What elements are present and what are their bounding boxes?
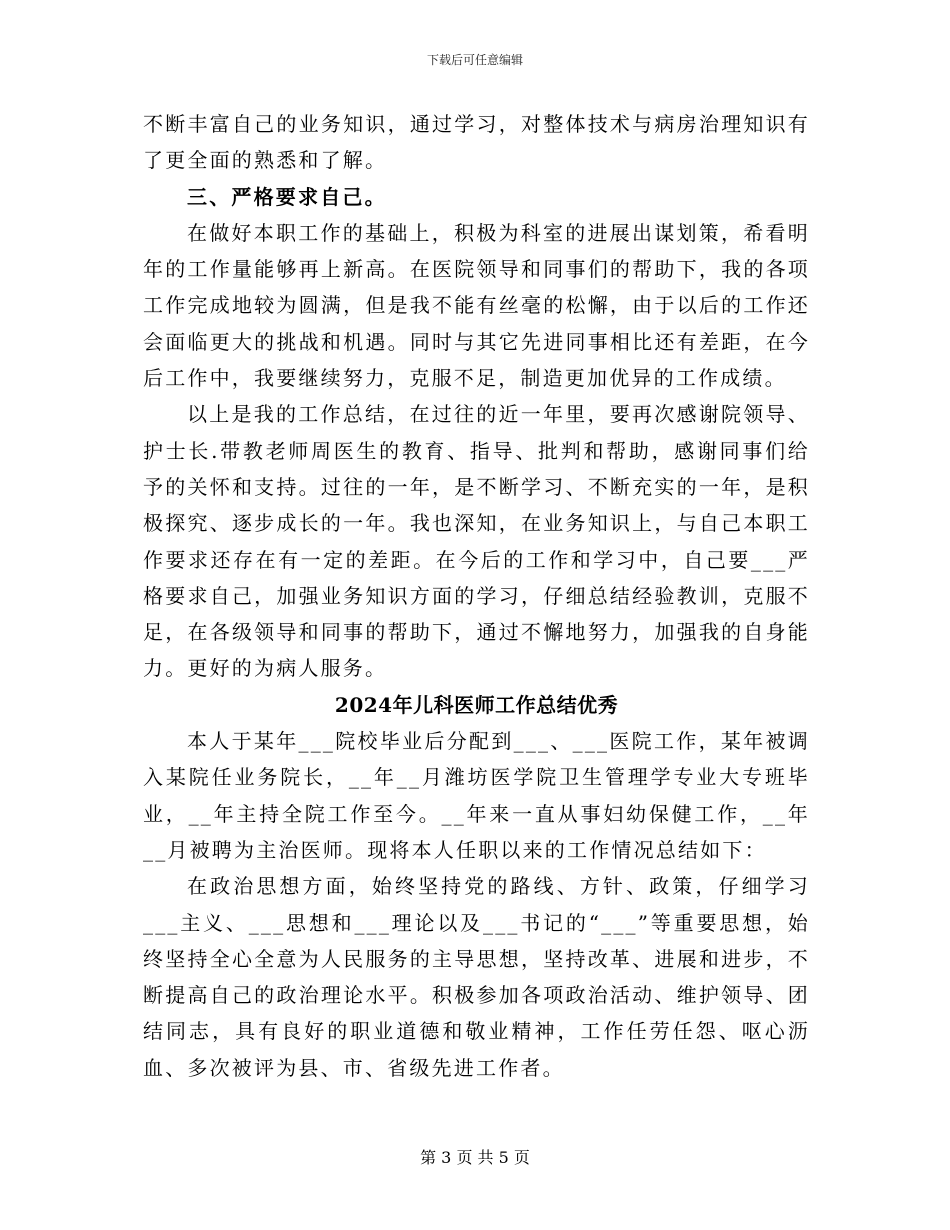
section-heading: 三、严格要求自己。 — [187, 184, 387, 209]
paragraph: 在做好本职工作的基础上，积极为科室的进展出谋划策，希看明年的工作量能够再上新高。在医院领导和同事们的帮助下，我的各项工作完成地较为圆满，但是我不能有丝毫的松懈，由于以后的工作还会面临更大的挑战和机遇。同时与其它先进同事相比还有差距，在今后工作中，我要继续努力，克服不足，制造更加优异的工作成绩。 — [143, 220, 810, 391]
page-number: 第 3 页 共 5 页 — [420, 1148, 530, 1167]
paragraph-continuation: 不断丰富自己的业务知识，通过学习，对整体技术与病房治理知识有了更全面的熟悉和了解。 — [143, 112, 810, 173]
paragraph: 在政治思想方面，始终坚持党的路线、方针、政策，仔细学习___主义、___思想和___理论以及___书记的“___”等重要思想，始终坚持全心全意为人民服务的主导思想，坚持改革、进展和进步，不断提高自己的政治理论水平。积极参加各项政治活动、维护领导、团结同志，具有良好的职业道德和敬业精神，工作任劳任怨、呕心沥血、多次被评为县、市、省级先进工作者。 — [143, 874, 810, 1080]
document-title: 2024年儿科医师工作总结优秀 — [334, 692, 619, 717]
document-body — [143, 106, 810, 1086]
page-header: 下载后可任意编辑 — [426, 53, 523, 67]
paragraph: 以上是我的工作总结，在过往的近一年里，要再次感谢院领导、护士长.带教老师周医生的教育、指导、批判和帮助，感谢同事们给予的关怀和支持。过往的一年，是不断学习、不断充实的一年，是积极探究、逐步成长的一年。我也深知，在业务知识上，与自己本职工作要求还存在有一定的差距。在今后的工作和学习中，自己要___严格要求自己，加强业务知识方面的学习，仔细总结经验教训，克服不足，在各级领导和同事的帮助下，通过不懈地努力，加强我的自身能力。更好的为病人服务。 — [143, 402, 810, 681]
paragraph: 本人于某年___院校毕业后分配到___、___医院工作，某年被调入某院任业务院长，__年__月潍坊医学院卫生管理学专业大专班毕业，__年主持全院工作至今。__年来一直从事妇幼保健工作，__年__月被聘为主治医师。现将本人任职以来的工作情况总结如下： — [143, 729, 810, 862]
